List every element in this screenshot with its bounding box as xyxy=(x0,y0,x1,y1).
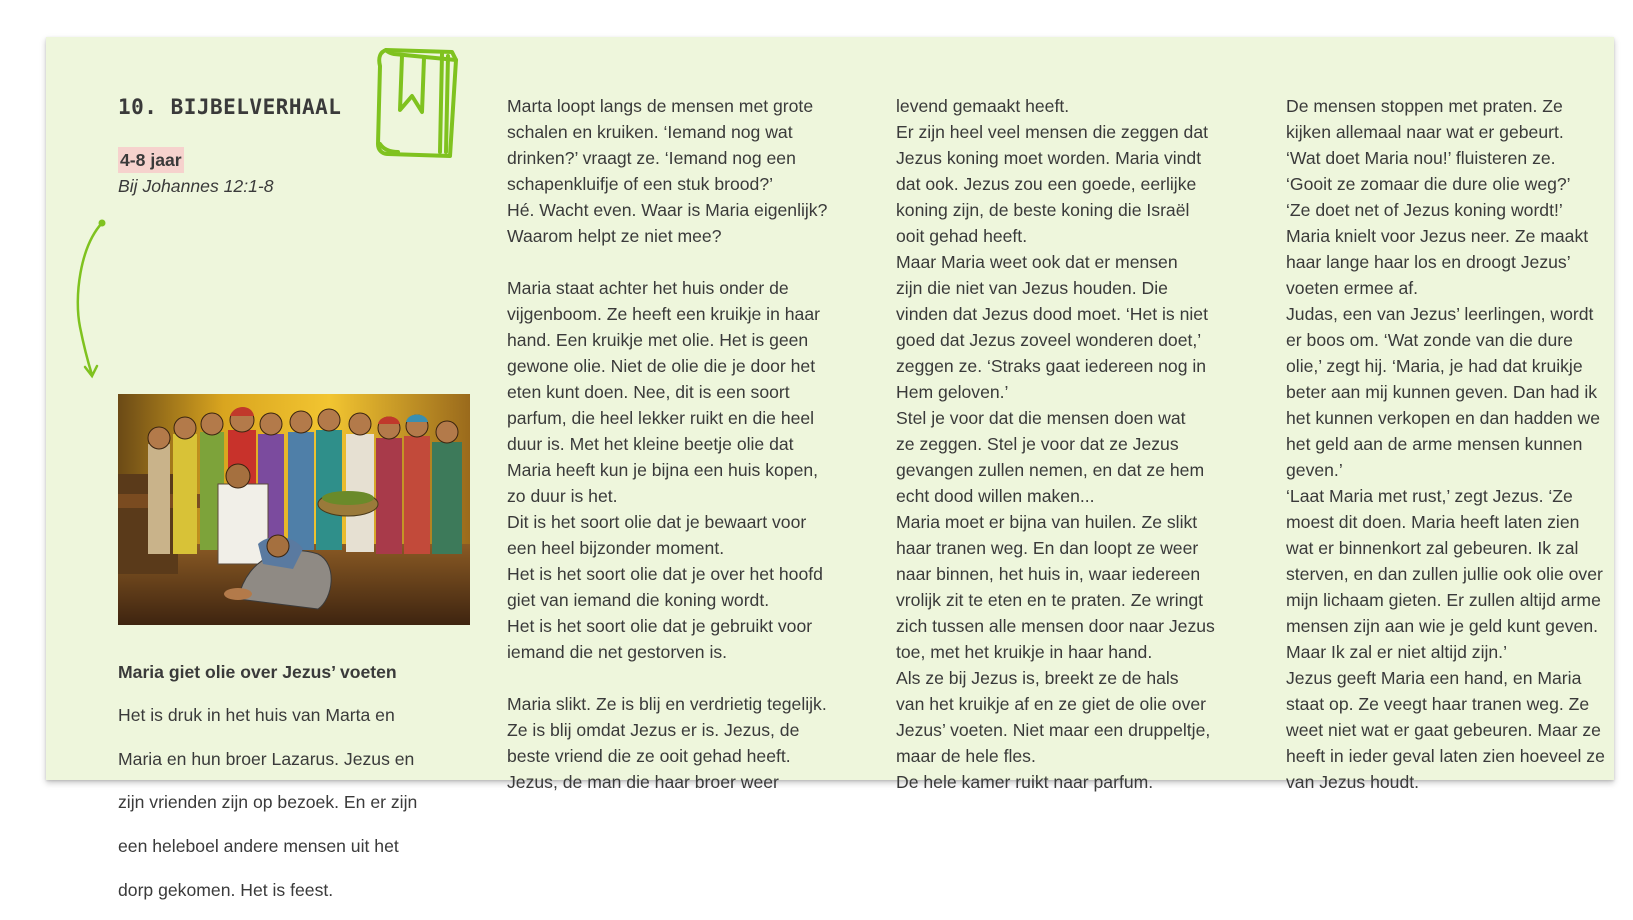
story-line: Het is druk in het huis van Marta en xyxy=(118,705,395,726)
story-line: echt dood willen maken... xyxy=(896,486,1095,506)
story-line: schapenkluifje of een stuk brood?’ xyxy=(507,174,774,194)
story-line: eten kunt doen. Nee, dit is een soort xyxy=(507,382,790,402)
story-line: het kunnen verkopen en dan hadden we xyxy=(1286,408,1601,428)
age-badge: 4-8 jaar xyxy=(118,147,184,173)
story-column-2 xyxy=(507,93,877,795)
story-line: levend gemaakt heeft. xyxy=(896,96,1070,116)
story-line: weet niet wat er gaat gebeuren. Maar ze xyxy=(1286,720,1601,740)
story-line: ze zeggen. Stel je voor dat ze Jezus xyxy=(896,434,1179,454)
story-line: geven.’ xyxy=(1286,460,1343,480)
section-heading: 10. BIJBELVERHAAL xyxy=(118,95,342,119)
story-line: Maria heeft kun je bijna een huis kopen, xyxy=(507,460,819,480)
story-line: Maar Ik zal er niet altijd zijn.’ xyxy=(1286,642,1507,662)
story-line: mensen zijn aan wie je geld kunt geven. xyxy=(1286,616,1598,636)
story-line: duur is. Met het kleine beetje olie dat xyxy=(507,434,794,454)
story-line: een heleboel andere mensen uit het xyxy=(118,835,399,856)
story-line: heeft in ieder geval laten zien hoeveel ze xyxy=(1286,746,1605,766)
story-line: Maria en hun broer Lazarus. Jezus en xyxy=(118,748,415,769)
story-line: van het kruikje af en ze giet de olie over xyxy=(896,694,1207,714)
story-line: Marta loopt langs de mensen met grote xyxy=(507,96,814,116)
story-line: haar lange haar los en droogt Jezus’ xyxy=(1286,252,1571,272)
story-line: olie,’ zegt hij. ‘Maria, je had dat kruikje xyxy=(1286,356,1583,376)
story-line: zich tussen alle mensen door naar Jezus xyxy=(896,616,1215,636)
paragraph-gap xyxy=(507,249,877,275)
story-line: kijken allemaal naar wat er gebeurt. xyxy=(1286,122,1564,142)
story-line: Waarom helpt ze niet mee? xyxy=(507,226,722,246)
story-line: iemand die net gestorven is. xyxy=(507,642,728,662)
story-line: Maria staat achter het huis onder de xyxy=(507,278,789,298)
story-line: Jezus koning moet worden. Maria vindt xyxy=(896,148,1202,168)
bible-reference: Bij Johannes 12:1-8 xyxy=(118,176,274,196)
story-line: moest dit doen. Maria heeft laten zien xyxy=(1286,512,1580,532)
story-line: Judas, een van Jezus’ leerlingen, wordt xyxy=(1286,304,1594,324)
story-line: Jezus, de man die haar broer weer xyxy=(507,772,779,792)
story-line: vinden dat Jezus dood moet. ‘Het is niet xyxy=(896,304,1208,324)
story-line: beter aan mij kunnen geven. Dan had ik xyxy=(1286,382,1598,402)
story-line: ‘Laat Maria met rust,’ zegt Jezus. ‘Ze xyxy=(1286,486,1573,506)
story-line: parfum, die heel lekker ruikt en die heel xyxy=(507,408,815,428)
story-line: schalen en kruiken. ‘Iemand nog wat xyxy=(507,122,793,142)
story-line: er boos om. ‘Wat zonde van die dure xyxy=(1286,330,1573,350)
story-line: Het is het soort olie dat je gebruikt voor xyxy=(507,616,813,636)
story-line: zo duur is het. xyxy=(507,486,618,506)
story-line: De hele kamer ruikt naar parfum. xyxy=(896,772,1154,792)
story-line: Maria slikt. Ze is blij en verdrietig tegelijk. xyxy=(507,694,827,714)
mary-anoints-jesus-illustration xyxy=(118,394,470,625)
bookmark-book-icon xyxy=(372,40,468,162)
story-column-3 xyxy=(896,93,1266,795)
story-line: Maar Maria weet ook dat er mensen xyxy=(896,252,1178,272)
story-line: toe, met het kruikje in haar hand. xyxy=(896,642,1153,662)
story-line: goed dat Jezus zoveel wonderen doet,’ xyxy=(896,330,1202,350)
story-line: Ze is blij omdat Jezus er is. Jezus, de xyxy=(507,720,800,740)
story-line: zijn die niet van Jezus houden. Die xyxy=(896,278,1168,298)
story-line: zijn vrienden zijn op bezoek. En er zijn xyxy=(118,792,418,813)
story-line: Hé. Wacht even. Waar is Maria eigenlijk? xyxy=(507,200,828,220)
story-line: zeggen ze. ‘Straks gaat iedereen nog in xyxy=(896,356,1207,376)
story-line: ‘Gooit ze zomaar die dure olie weg?’ xyxy=(1286,174,1571,194)
worksheet-page xyxy=(46,37,1614,900)
story-line: hand. Een kruikje met olie. Het is geen xyxy=(507,330,809,350)
story-line: een heel bijzonder moment. xyxy=(507,538,725,558)
story-line: Jezus geeft Maria een hand, en Maria xyxy=(1286,668,1582,688)
story-line: Dit is het soort olie dat je bewaart voor xyxy=(507,512,807,532)
curved-arrow-icon xyxy=(72,217,112,382)
story-line: haar tranen weg. En dan loopt ze weer xyxy=(896,538,1199,558)
story-line: Stel je voor dat die mensen doen wat xyxy=(896,408,1186,428)
story-line: ‘Ze doet net of Jezus koning wordt!’ xyxy=(1286,200,1563,220)
story-line: Het is het soort olie dat je over het hoofd xyxy=(507,564,823,584)
story-line: wat er binnenkort zal gebeuren. Ik zal xyxy=(1286,538,1579,558)
story-line: Er zijn heel veel mensen die zeggen dat xyxy=(896,122,1208,142)
story-column-1 xyxy=(118,641,478,920)
story-line: ‘Wat doet Maria nou!’ fluisteren ze. xyxy=(1286,148,1556,168)
story-line: De mensen stoppen met praten. Ze xyxy=(1286,96,1563,116)
paragraph-gap xyxy=(507,665,877,691)
story-line: Maria knielt voor Jezus neer. Ze maakt xyxy=(1286,226,1589,246)
story-line: vrolijk zit te eten en te praten. Ze wringt xyxy=(896,590,1204,610)
story-line: vijgenboom. Ze heeft een kruikje in haar xyxy=(507,304,820,324)
story-line: koning zijn, de beste koning die Israël xyxy=(896,200,1190,220)
story-line: gewone olie. Niet de olie die je door het xyxy=(507,356,816,376)
story-title: Maria giet olie over Jezus’ voeten xyxy=(118,661,397,682)
story-line: beste vriend die ze ooit gehad heeft. xyxy=(507,746,791,766)
story-line: naar binnen, het huis in, waar iedereen xyxy=(896,564,1201,584)
story-line: gevangen zullen nemen, en dat ze hem xyxy=(896,460,1205,480)
story-line: sterven, en dan zullen jullie ook olie over xyxy=(1286,564,1603,584)
story-line: Jezus’ voeten. Niet maar een druppeltje, xyxy=(896,720,1211,740)
story-column-1-lines xyxy=(118,702,478,902)
story-line: dorp gekomen. Het is feest. xyxy=(118,879,334,900)
story-line: drinken?’ vraagt ze. ‘Iemand nog een xyxy=(507,148,796,168)
story-line: staat op. Ze veegt haar tranen weg. Ze xyxy=(1286,694,1590,714)
story-line: het geld aan de arme mensen kunnen xyxy=(1286,434,1583,454)
story-line: dat ook. Jezus zou een goede, eerlijke xyxy=(896,174,1197,194)
story-line: voeten ermee af. xyxy=(1286,278,1419,298)
story-line: giet van iemand die koning wordt. xyxy=(507,590,770,610)
story-line: Maria moet er bijna van huilen. Ze slikt xyxy=(896,512,1198,532)
story-line: Als ze bij Jezus is, breekt ze de hals xyxy=(896,668,1179,688)
story-line: Hem geloven.’ xyxy=(896,382,1009,402)
story-column-4 xyxy=(1286,93,1633,795)
story-line: van Jezus houdt. xyxy=(1286,772,1420,792)
story-line: mijn lichaam gieten. Er zullen altijd arme xyxy=(1286,590,1601,610)
story-line: ooit gehad heeft. xyxy=(896,226,1028,246)
story-line: maar de hele fles. xyxy=(896,746,1036,766)
